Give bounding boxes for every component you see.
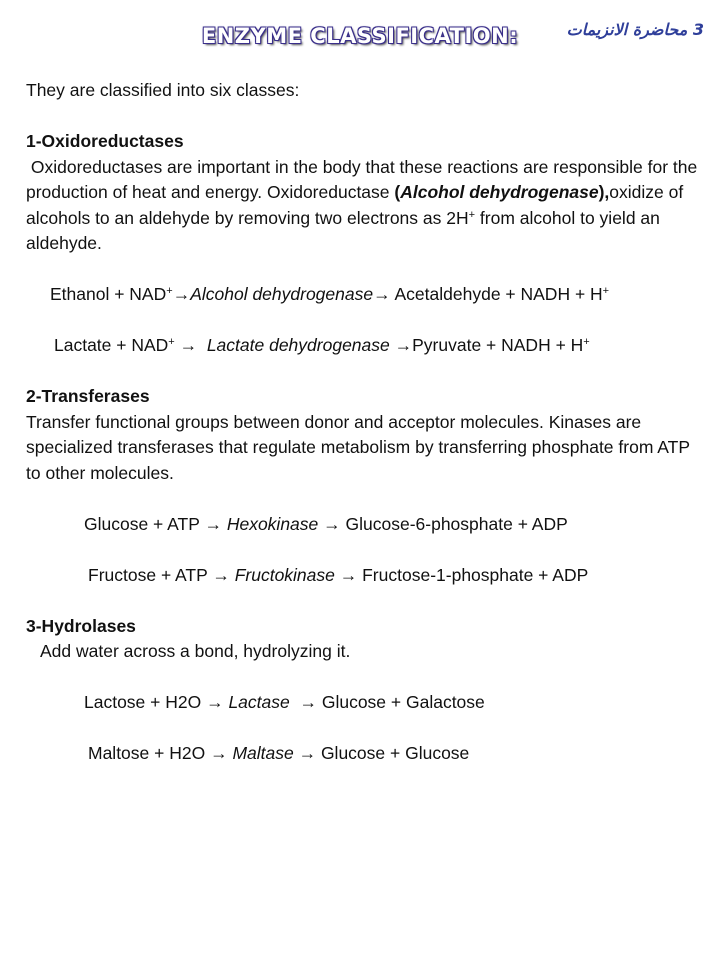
reaction-lactate: Lactate + NAD+ → Lactate dehydrogenase →Pyruvate + NADH + H+ [54, 335, 590, 355]
reaction-lactose: Lactose + H2O → Lactase → Glucose + Galactose [84, 692, 485, 712]
hydrolases-heading: 3-Hydrolases [26, 615, 136, 636]
oxidoreductases-heading: 1-Oxidoreductases [26, 131, 184, 151]
transferases-heading: 2-Transferases [26, 386, 150, 406]
document-body [26, 78, 706, 767]
reaction-maltose: Maltose + H2O → Maltase → Glucose + Glucose [88, 743, 470, 763]
reaction-glucose: Glucose + ATP → Hexokinase → Glucose-6-phosphate + ADP [84, 513, 568, 534]
transferases-paragraph: Transfer functional groups between donor and acceptor molecules. Kinases are specialized transferases that regulate metabolism by transferring phosphate from ATP to other molecules. [26, 411, 690, 483]
hydrolases-paragraph: Add water across a bond, hydrolyzing it. [40, 641, 351, 661]
page-title: ENZYME CLASSIFICATION: [201, 24, 519, 48]
reaction-fructose: Fructose + ATP → Fructokinase → Fructose-1-phosphate + ADP [88, 564, 589, 585]
reaction-ethanol: Ethanol + NAD+→Alcohol dehydrogenase→ Acetaldehyde + NADH + H+ [50, 284, 610, 304]
lecture-label: 3 محاضرة الانزيمات [566, 20, 704, 39]
intro-text: They are classified into six classes: [26, 80, 300, 100]
oxidoreductases-paragraph: Oxidoreductases are important in the body that these reactions are responsible for the production of heat and energy. Oxidoreductase (Alcohol dehydrogenase),oxidize of alcohols to an aldehyde by removing two electrons as 2H+ from alcohol to yield an aldehyde. [26, 156, 703, 253]
